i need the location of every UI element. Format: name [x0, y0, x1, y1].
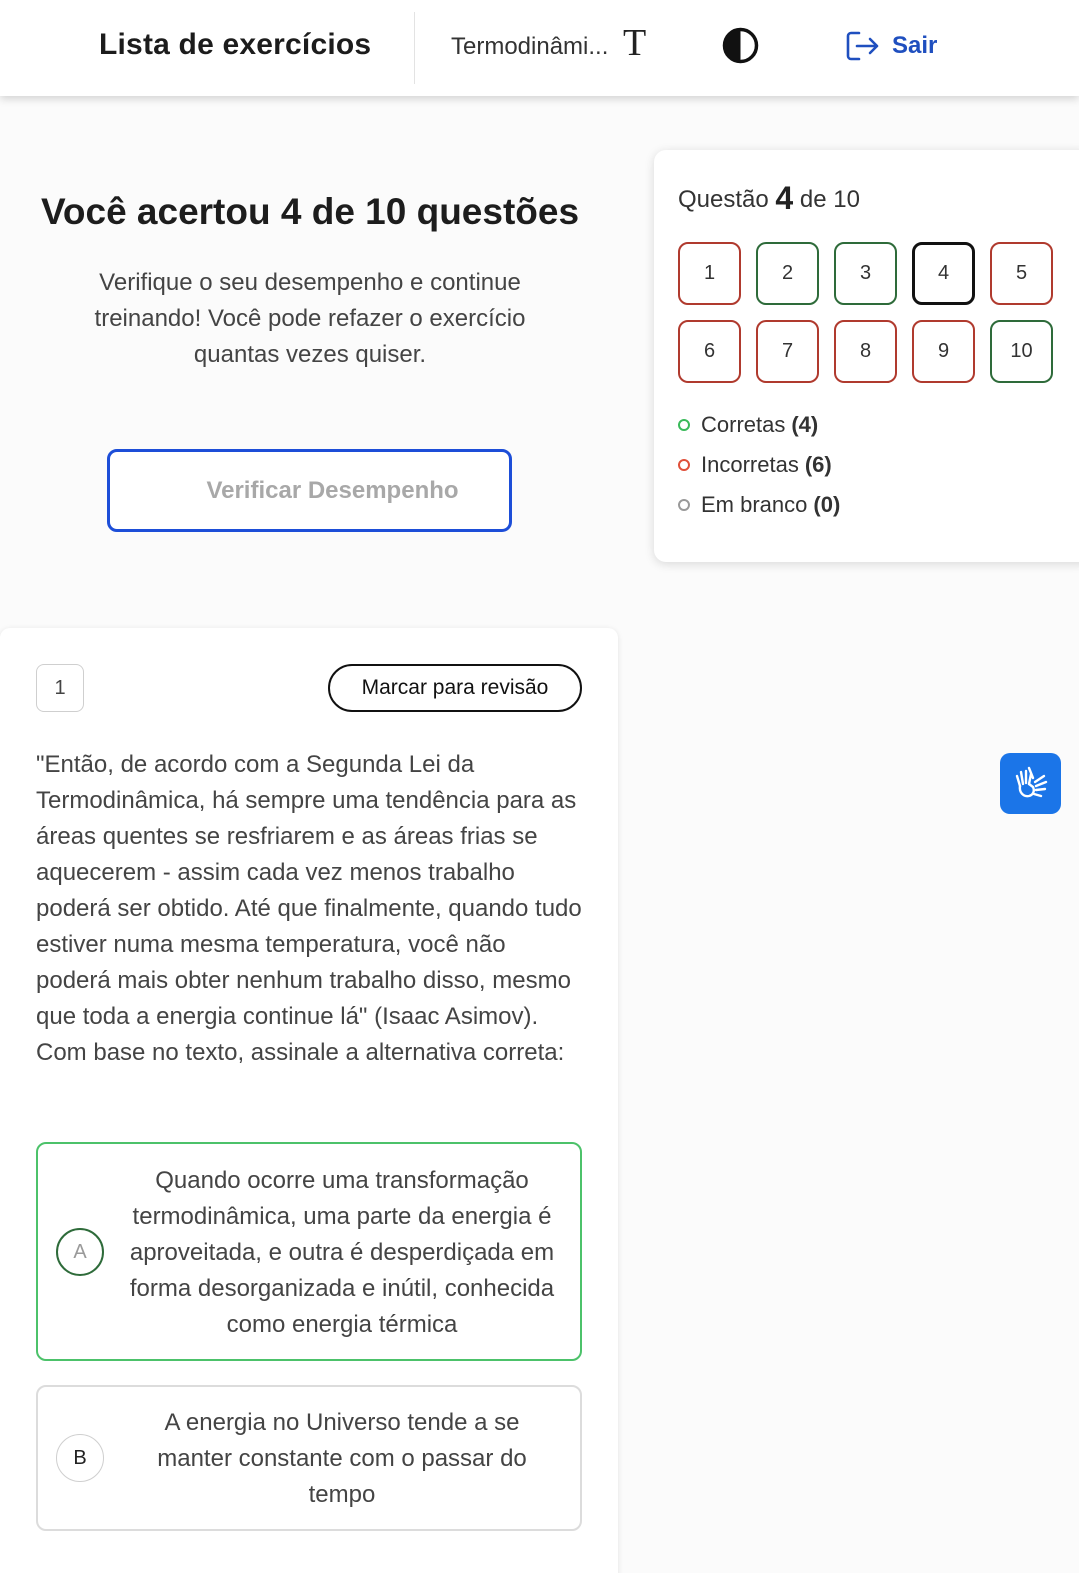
option-text: Quando ocorre uma transformação termodinâmica, uma parte da energia é aproveitada, e outra é desperdiçada em forma desorganizada e inútil, conhecida como energia térmica [129, 1167, 555, 1338]
option-a[interactable] [36, 1142, 582, 1361]
correct-dot-icon [678, 419, 690, 431]
question-navigator [654, 150, 1079, 562]
question-nav-button[interactable]: 5 [990, 242, 1053, 305]
result-title: Você acertou 4 de 10 questões [40, 191, 580, 232]
question-nav-button[interactable]: 4 [912, 242, 975, 305]
question-text: "Então, de acordo com a Segunda Lei da Termodinâmica, há sempre uma tendência para as áreas quentes se resfriarem e as áreas frias se aquecerem - assim cada vez menos trabalho poderá ser obtido. Até que finalmente, quando tudo estiver numa mesma temperatura, você não poderá mais obter nenhum trabalho disso, mesmo que toda a energia continue lá" (Isaac Asimov). Com base no texto, assinale a alternativa correta: [36, 751, 582, 1066]
font-size-icon[interactable]: T [623, 22, 647, 64]
page-title: Lista de exercícios [99, 28, 372, 61]
incorrect-dot-icon [678, 459, 690, 471]
question-nav-button[interactable]: 9 [912, 320, 975, 383]
header-divider [414, 12, 415, 84]
question-nav-button[interactable]: 10 [990, 320, 1053, 383]
question-nav-button[interactable]: 3 [834, 242, 897, 305]
option-b[interactable] [36, 1385, 582, 1531]
blank-dot-icon [678, 499, 690, 511]
counter-current: 4 [775, 180, 794, 216]
question-grid [678, 242, 1053, 383]
question-nav-button[interactable]: 1 [678, 242, 741, 305]
question-nav-button[interactable]: 2 [756, 242, 819, 305]
question-nav-button[interactable]: 8 [834, 320, 897, 383]
logout-button[interactable] [846, 30, 937, 62]
sign-language-icon [1011, 764, 1051, 804]
legend-incorrect: Incorretas (6) [678, 445, 840, 485]
counter-prefix: Questão [678, 186, 769, 213]
result-summary [40, 190, 580, 373]
option-letter: B [56, 1434, 104, 1482]
verify-performance-button[interactable]: Verificar Desempenho [107, 449, 512, 532]
question-card [0, 628, 618, 1573]
legend-blank: Em branco (0) [678, 485, 840, 525]
counter-suffix: de 10 [799, 186, 860, 213]
topic-title: Termodinâmi... [451, 33, 609, 60]
contrast-icon[interactable] [722, 27, 759, 64]
question-number-badge: 1 [36, 664, 84, 712]
logout-label: Sair [892, 32, 938, 59]
result-description: Verifique o seu desempenho e continue treinando! Você pode refazer o exercício quantas vezes quiser. [94, 269, 526, 368]
top-header [0, 0, 1079, 96]
sign-language-button[interactable] [1000, 753, 1061, 814]
mark-for-review-button[interactable]: Marcar para revisão [328, 664, 582, 712]
question-counter [678, 180, 860, 217]
status-legend [678, 405, 840, 525]
option-letter: A [56, 1228, 104, 1276]
option-text: A energia no Universo tende a se manter constante com o passar do tempo [157, 1409, 527, 1508]
question-nav-button[interactable]: 7 [756, 320, 819, 383]
legend-correct: Corretas (4) [678, 405, 840, 445]
question-nav-button[interactable]: 6 [678, 320, 741, 383]
logout-icon [846, 30, 880, 62]
